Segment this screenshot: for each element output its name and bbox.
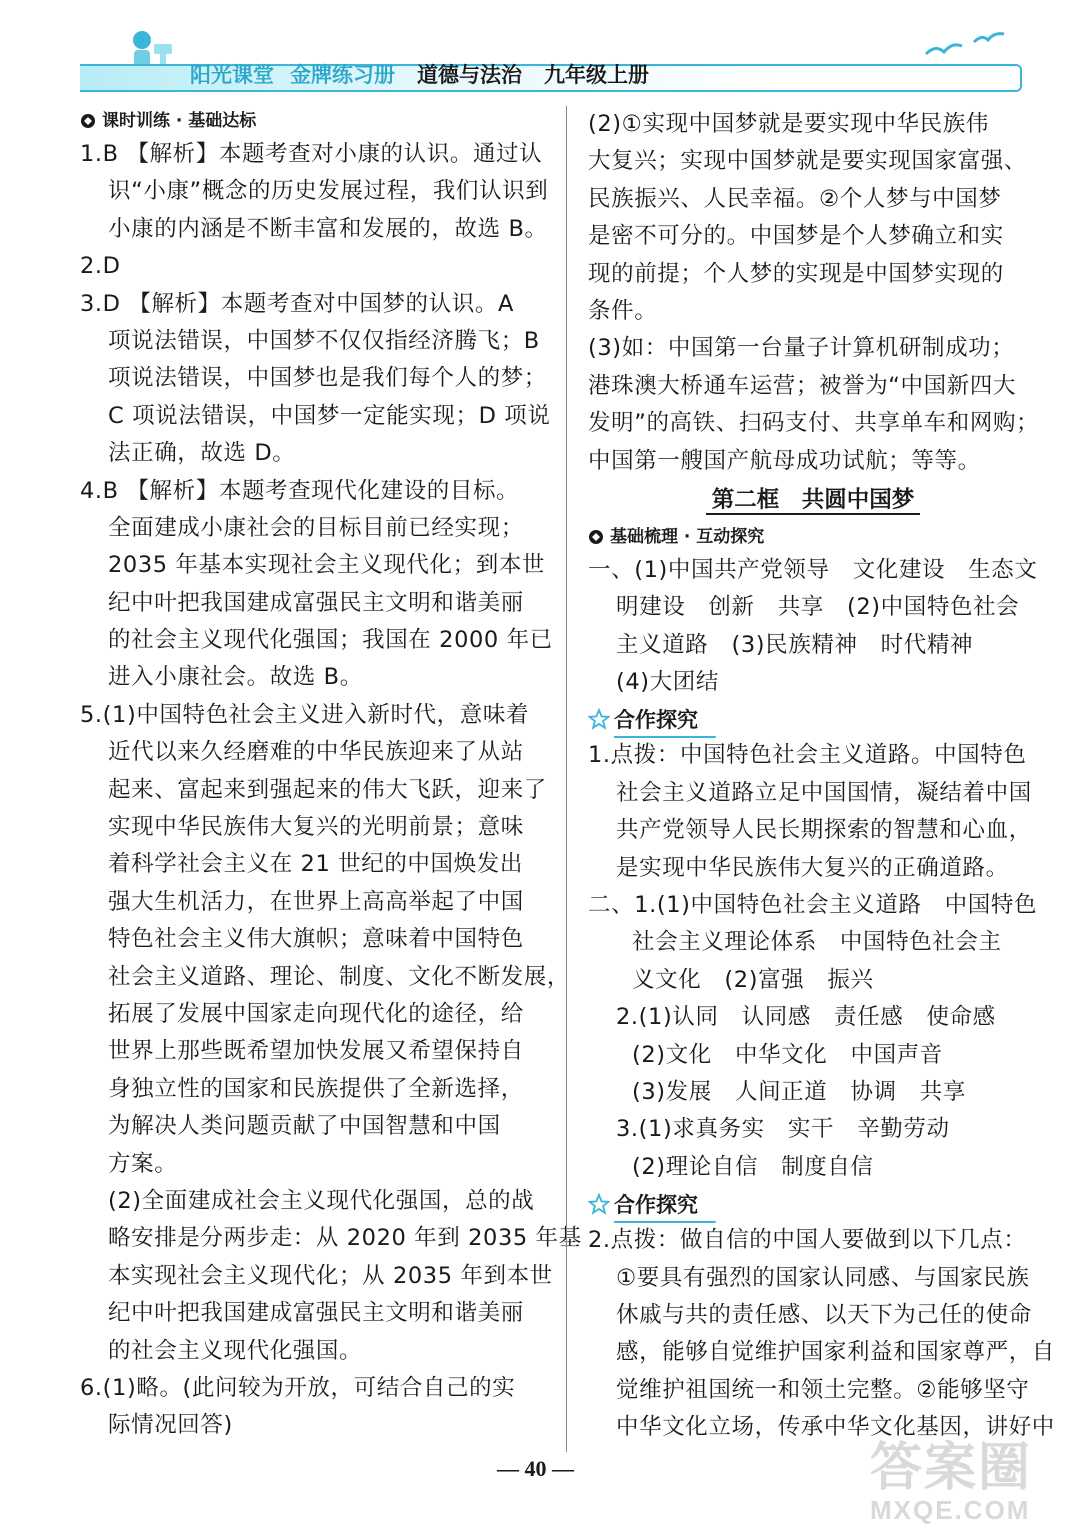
page-number: — 40 — (497, 1456, 574, 1481)
text-line: 特色社会主义伟大旗帜；意味着中国特色 (108, 926, 524, 953)
text-line: 1.点拨：中国特色社会主义道路。中国特色 (588, 742, 1027, 769)
text-line: 项说法错误，中国梦不仅仅指经济腾飞；B (108, 327, 540, 354)
text-line: 为解决人类问题贡献了中国智慧和中国 (108, 1113, 501, 1140)
watermark (870, 1440, 1050, 1530)
text-line: (3)如：中国第一台量子计算机研制成功； (588, 335, 1015, 362)
text-line: 法正确，故选 D。 (108, 440, 296, 467)
text-line: 觉维护祖国统一和领土完整。②能够坚守 (616, 1376, 1030, 1403)
text-line: 实现中华民族伟大复兴的光明前景；意味 (108, 814, 524, 841)
text-line: 6.(1)略。(此问较为开放，可结合自己的实 (80, 1374, 516, 1401)
text-line: 感，能够自觉维护国家利益和国家尊严，自 (616, 1339, 1055, 1366)
chapter-title-text: 第二框 共圆中国梦 (706, 487, 921, 515)
text-line: 拓展了发展中国家走向现代化的途径，给 (108, 1000, 524, 1027)
text-line: 识“小康”概念的历史发展过程，我们认识到 (108, 178, 549, 205)
text-line: 纪中叶把我国建成富强民主文明和谐美丽 (108, 1300, 524, 1327)
text-line: 世界上那些既希望加快发展又希望保持自 (108, 1038, 524, 1065)
section-heading (80, 106, 550, 136)
text-line: 2.D (80, 253, 121, 280)
text-line: 民族振兴、人民幸福。②个人梦与中国梦 (588, 185, 1002, 212)
text-line: 本实现社会主义现代化；从 2035 年到本世 (108, 1262, 553, 1289)
text-line: 3.(1)求真务实 实干 辛勤劳动 (616, 1116, 950, 1143)
column-divider (566, 106, 567, 1452)
left-column (80, 106, 582, 1445)
text-line: 近代以来久经磨难的中华民族迎来了从站 (108, 739, 524, 766)
section-title: 基础梳理 · 互动探究 (610, 526, 765, 547)
text-line: 1.B 【解析】本题考查对小康的认识。通过认 (80, 141, 543, 167)
text-line: 二、1.(1)中国特色社会主义道路 中国特色 (588, 892, 1038, 919)
text-line: 略安排是分两步走：从 2020 年到 2035 年基 (108, 1225, 582, 1252)
brand-name: 阳光课堂 (190, 63, 274, 87)
text-line: 港珠澳大桥通车运营；被誉为“中国新四大 (588, 372, 1017, 399)
text-line: 社会主义理论体系 中国特色社会主 (632, 929, 1002, 956)
text-line: 进入小康社会。故选 B。 (108, 664, 363, 691)
text-line: 2035 年基本实现社会主义现代化；到本世 (108, 552, 546, 579)
cooperative-inquiry-label: 合作探究 (614, 704, 698, 734)
cooperative-inquiry-heading (588, 1186, 1038, 1222)
text-line: 义文化 (2)富强 振兴 (632, 966, 874, 993)
subject-label: 道德与法治 (417, 63, 522, 87)
text-line: 发明”的高铁、扫码支付、共享单车和网购； (588, 410, 1040, 437)
text-line: 5.(1)中国特色社会主义进入新时代，意味着 (80, 701, 530, 728)
text-line: 社会主义道路立足中国国情，凝结着中国 (616, 779, 1032, 806)
text-line: 3.D 【解析】本题考查对中国梦的认识。A (80, 290, 514, 317)
text-line: (4)大团结 (616, 669, 719, 696)
text-line: (2)理论自信 制度自信 (632, 1153, 874, 1180)
page-header (80, 28, 1020, 96)
text-line: 主义道路 (3)民族精神 时代精神 (616, 631, 974, 658)
text-line: 的社会主义现代化强国。 (108, 1337, 363, 1364)
text-line: 方案。 (108, 1150, 178, 1177)
text-line: (2)全面建成社会主义现代化强国，总的战 (108, 1187, 535, 1214)
grade-label: 九年级上册 (544, 63, 649, 87)
header-title (190, 58, 649, 92)
text-line: 4.B 【解析】本题考查现代化建设的目标。 (80, 477, 520, 504)
text-line: 一、(1)中国共产党领导 文化建设 生态文 (588, 556, 1038, 583)
text-line: 身独立性的国家和民族提供了全新选择， (108, 1075, 524, 1102)
right-column (588, 106, 1055, 1447)
text-line: (3)发展 人间正道 协调 共享 (632, 1078, 966, 1105)
text-line: 是实现中华民族伟大复兴的正确道路。 (616, 854, 1009, 881)
text-line: ①要具有强烈的国家认同感、与国家民族 (616, 1264, 1030, 1291)
chapter-title (588, 480, 1038, 522)
text-line: 中华文化立场，传承中华文化基因，讲好中 (616, 1414, 1055, 1441)
watermark-url: MXQE.COM (870, 1495, 1031, 1525)
text-line: 明建设 创新 共享 (2)中国特色社会 (616, 594, 1020, 621)
text-line: 共产党领导人民长期探索的智慧和心血， (616, 817, 1032, 844)
text-line: 是密不可分的。中国梦是个人梦确立和实 (588, 223, 1004, 250)
brand-series: 金牌练习册 (290, 63, 395, 87)
text-line: 2.(1)认同 认同感 责任感 使命感 (616, 1004, 996, 1031)
cooperative-inquiry-heading (588, 701, 1038, 737)
birds-icon (918, 28, 1018, 68)
star-icon (588, 1193, 610, 1215)
star-icon (588, 708, 610, 730)
section-heading (588, 522, 1038, 552)
section-bullet-icon (80, 113, 96, 129)
text-line: 现的前提；个人梦的实现是中国梦实现的 (588, 260, 1004, 287)
watermark-logo-text: 答案圈 (870, 1439, 1033, 1497)
text-line: 大复兴；实现中国梦就是要实现国家富强、 (588, 148, 1027, 175)
text-line: 强大生机活力，在世界上高高举起了中国 (108, 888, 524, 915)
text-line: C 项说法错误，中国梦一定能实现；D 项说 (108, 402, 551, 429)
text-line: 条件。 (588, 297, 658, 324)
text-line: (2)①实现中国梦就是要实现中华民族伟 (588, 111, 989, 137)
text-line: 小康的内涵是不断丰富和发展的，故选 B。 (108, 215, 548, 242)
text-line: 全面建成小康社会的目标目前已经实现； (108, 514, 524, 541)
text-line: 2.点拨：做自信的中国人要做到以下几点： (588, 1227, 1027, 1254)
text-line: 起来、富起来到强起来的伟大飞跃，迎来了 (108, 776, 547, 803)
text-line: 休戚与共的责任感、以天下为己任的使命 (616, 1301, 1032, 1328)
text-line: 项说法错误，中国梦也是我们每个人的梦； (108, 365, 547, 392)
text-line: 着科学社会主义在 21 世纪的中国焕发出 (108, 851, 523, 878)
section-title: 课时训练 · 基础达标 (102, 111, 257, 131)
section-bullet-icon (588, 529, 604, 545)
text-line: 纪中叶把我国建成富强民主文明和谐美丽 (108, 589, 524, 616)
text-line: (2)文化 中华文化 中国声音 (632, 1041, 943, 1068)
text-line: 的社会主义现代化强国；我国在 2000 年已 (108, 627, 553, 654)
text-line: 社会主义道路、理论、制度、文化不断发展， (108, 963, 571, 990)
text-line: 际情况回答) (108, 1412, 233, 1439)
cooperative-inquiry-label: 合作探究 (614, 1189, 698, 1219)
text-line: 中国第一艘国产航母成功试航；等等。 (588, 447, 981, 474)
